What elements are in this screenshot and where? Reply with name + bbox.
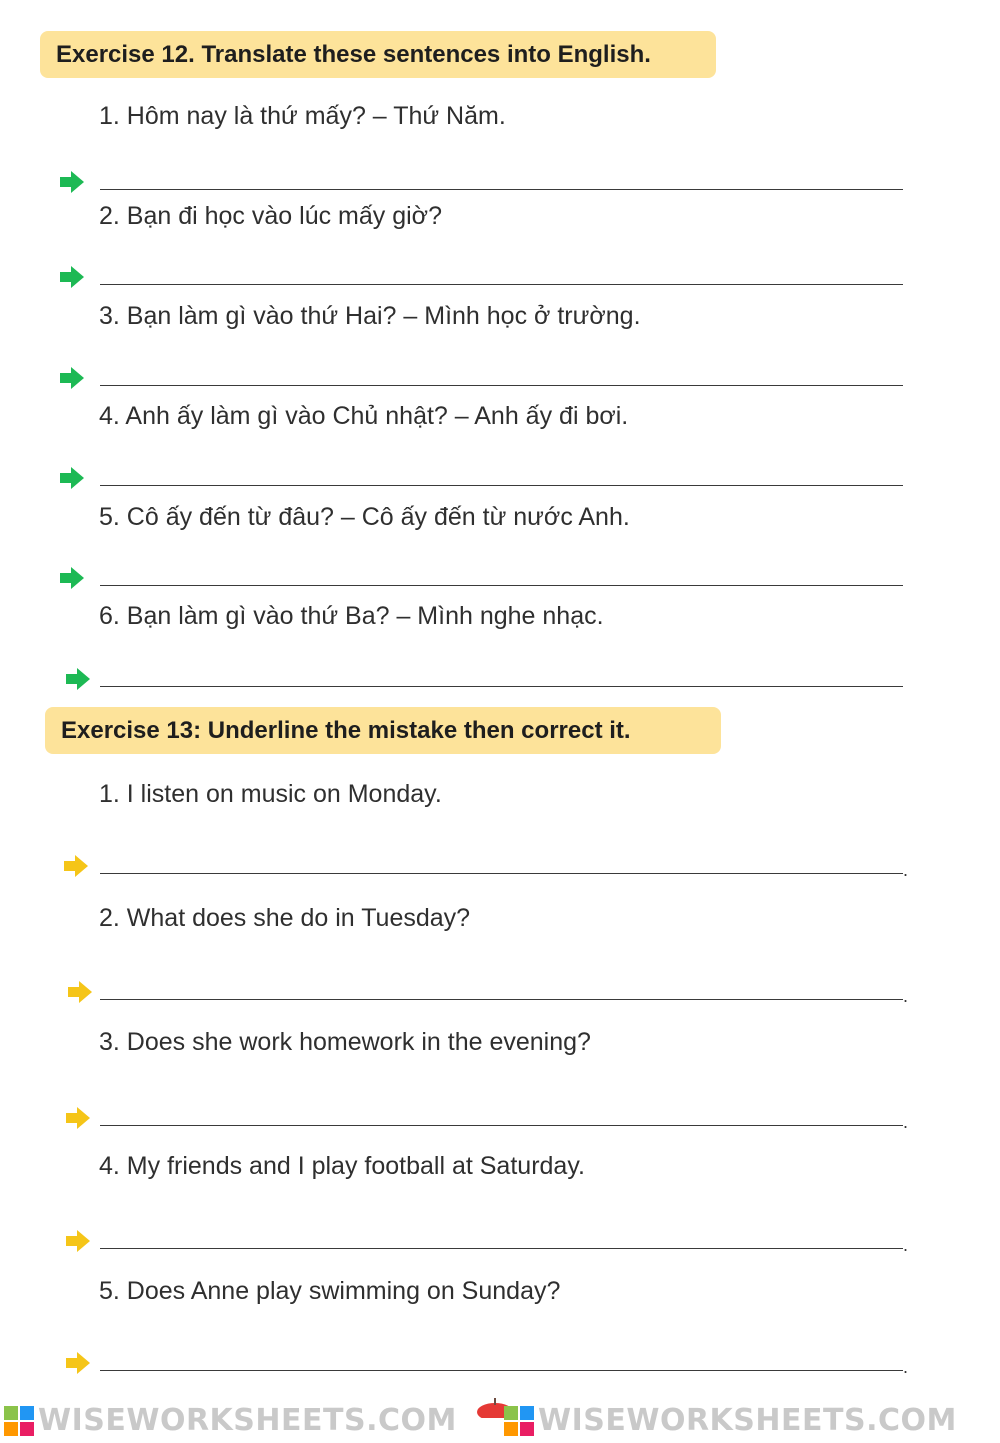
green-arrow-icon [58, 168, 86, 196]
green-arrow-icon [58, 564, 86, 592]
ex13-question-4: 4. My friends and I play football at Saturday. [99, 1152, 585, 1180]
watermark-text-1: WISEWORKSHEETS.COM [38, 1403, 457, 1438]
footer-watermark [0, 1398, 1000, 1443]
ex12-question-4: 4. Anh ấy làm gì vào Chủ nhật? – Anh ấy đi bơi. [99, 402, 629, 430]
answer-line[interactable] [100, 189, 903, 190]
answer-line[interactable] [100, 1125, 903, 1126]
ex12-question-6: 6. Bạn làm gì vào thứ Ba? – Mình nghe nhạc. [99, 602, 604, 630]
ex13-answer-row-4[interactable] [64, 1227, 924, 1257]
ex12-answer-row-1[interactable] [58, 168, 918, 198]
green-arrow-icon [58, 263, 86, 291]
exercise-12-title [40, 31, 716, 78]
ex12-question-2: 2. Bạn đi học vào lúc mấy giờ? [99, 202, 442, 230]
yellow-arrow-icon [62, 852, 90, 880]
answer-line[interactable] [100, 284, 903, 285]
ex12-answer-row-3[interactable] [58, 364, 918, 394]
green-arrow-icon [64, 665, 92, 693]
green-arrow-icon [58, 464, 86, 492]
ex13-answer-row-2[interactable] [66, 978, 926, 1008]
ex13-answer-row-3[interactable] [64, 1104, 924, 1134]
ex12-answer-row-4[interactable] [58, 464, 918, 494]
ex13-question-2: 2. What does she do in Tuesday? [99, 904, 471, 932]
exercise-12-title-text: Exercise 12. Translate these sentences into English. [56, 40, 651, 68]
yellow-arrow-icon [66, 978, 94, 1006]
ex12-answer-row-5[interactable] [58, 564, 918, 594]
ex13-answer-row-1[interactable] [62, 852, 922, 882]
ex13-answer-row-5[interactable] [64, 1349, 924, 1379]
wiseworksheets-logo-icon [504, 1406, 534, 1436]
watermark-text-2: WISEWORKSHEETS.COM [538, 1403, 957, 1438]
answer-line[interactable] [100, 385, 903, 386]
yellow-arrow-icon [64, 1349, 92, 1377]
exercise-13-title-text: Exercise 13: Underline the mistake then correct it. [61, 716, 631, 744]
ex13-question-3: 3. Does she work homework in the evening? [99, 1028, 591, 1056]
answer-line[interactable] [100, 1370, 903, 1371]
answer-line[interactable] [100, 686, 903, 687]
ex13-question-1: 1. I listen on music on Monday. [99, 780, 442, 808]
ex12-question-5: 5. Cô ấy đến từ đâu? – Cô ấy đến từ nước Anh. [99, 503, 630, 531]
yellow-arrow-icon [64, 1104, 92, 1132]
answer-line[interactable] [100, 999, 903, 1000]
line-end-period: . [903, 860, 909, 880]
answer-line[interactable] [100, 1248, 903, 1249]
answer-line[interactable] [100, 585, 903, 586]
ex12-answer-row-6[interactable] [64, 665, 924, 695]
exercise-13-title [45, 707, 721, 754]
ex13-question-5: 5. Does Anne play swimming on Sunday? [99, 1277, 561, 1305]
answer-line[interactable] [100, 873, 903, 874]
line-end-period: . [903, 1235, 909, 1255]
line-end-period: . [903, 986, 909, 1006]
green-arrow-icon [58, 364, 86, 392]
line-end-period: . [903, 1357, 909, 1377]
wiseworksheets-logo-icon [4, 1406, 34, 1436]
ex12-question-3: 3. Bạn làm gì vào thứ Hai? – Mình học ở trường. [99, 302, 641, 330]
yellow-arrow-icon [64, 1227, 92, 1255]
answer-line[interactable] [100, 485, 903, 486]
line-end-period: . [903, 1112, 909, 1132]
ex12-answer-row-2[interactable] [58, 263, 918, 293]
ex12-question-1: 1. Hôm nay là thứ mấy? – Thứ Năm. [99, 102, 506, 130]
